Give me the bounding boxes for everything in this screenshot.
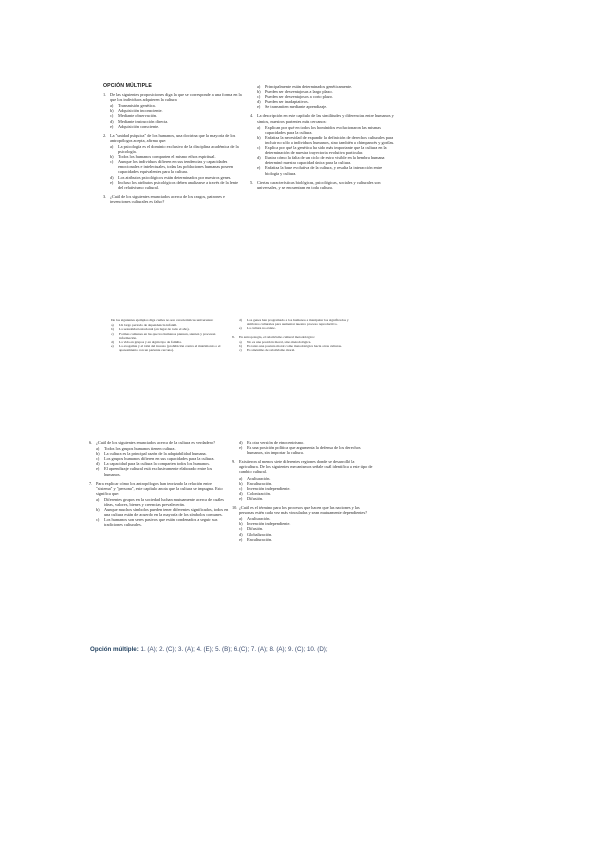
option-letter: c) [96, 456, 100, 462]
question-block [89, 481, 229, 528]
option-text: Aunque muchos símbolos pueden tener diferentes significados, todos en una cultura están de acuerdo en la mayoría de los símbolos comunes. [104, 507, 229, 518]
answer-option [104, 344, 228, 352]
question-number: 4. [250, 113, 254, 119]
option-letter: c) [239, 526, 243, 532]
option-letter: a) [257, 84, 261, 89]
question-block [250, 84, 396, 109]
question-number: 7. [89, 480, 93, 486]
option-letter: b) [257, 134, 261, 140]
answer-option [104, 332, 228, 340]
option-letter: d) [110, 174, 114, 180]
option-letter: b) [239, 480, 243, 486]
question-text: En antropología, el relativismo cultural metodológico: [239, 334, 316, 339]
question-stem [89, 440, 229, 445]
question-number: 3. [103, 193, 107, 199]
option-letter: c) [111, 331, 114, 336]
option-letter: b) [111, 327, 114, 332]
option-text: Se transmiten mediante aprendizaje. [265, 104, 328, 110]
option-text: Invención independiente. [247, 521, 291, 527]
answer-option [232, 318, 356, 326]
option-text: Invención independiente. [247, 485, 291, 491]
answer-option [103, 144, 243, 154]
option-text: Todos los grupos humanos tienen cultura. [104, 446, 176, 452]
option-text: Es otra versión de etnocentrismo. [247, 440, 305, 445]
answer-option [89, 466, 229, 476]
question-text: Existieron al menos siete diferentes regiones donde se desarrolló la agricultura. De los siguientes mecanismos señale cuál identifica a este tipo de cambio cultural. [239, 459, 373, 475]
option-letter: a) [110, 103, 114, 109]
option-letter: c) [257, 145, 261, 151]
answer-key-label: Opción múltiple: [90, 646, 139, 653]
question-block [232, 318, 356, 331]
question-block [250, 113, 396, 175]
option-text: Mediante observación. [118, 113, 158, 119]
option-letter: e) [239, 536, 243, 542]
option-text: Incluso los atributos psicológicos deben analizarse a través de la lente del relativismo cultural. [118, 179, 239, 190]
option-letter: d) [257, 99, 261, 105]
question-stem [232, 505, 374, 515]
question-number: 1. [103, 92, 107, 98]
option-text: Adquisición consciente. [118, 123, 160, 129]
option-text: Enfatiza la base evolutiva de la cultura, y resalta la interacción entre biología y cultura. [265, 165, 383, 176]
answer-option [232, 326, 356, 330]
question-block [232, 459, 374, 501]
question-number: 9. [232, 459, 236, 465]
answer-option [232, 348, 356, 352]
option-letter: c) [110, 113, 114, 119]
option-text: Los grupos humanos difieren en sus capacidades para la cultura. [104, 456, 215, 462]
option-letter: c) [110, 159, 114, 165]
question-block [103, 133, 243, 190]
middle-left-column [104, 318, 228, 353]
question-block [232, 335, 356, 353]
option-letter: a) [111, 323, 114, 328]
option-letter: c) [257, 94, 261, 100]
question-number: 6. [89, 440, 93, 445]
answer-option [103, 159, 243, 174]
answer-key-values: 1. (A); 2. (C); 3. (A); 4. (E); 5. (B); 6.(C); 7. (A); 8. (A); 9. (C); 10. (D); [140, 646, 328, 653]
option-text: Colonización. [247, 490, 271, 496]
option-letter: e) [239, 495, 243, 501]
option-letter: b) [110, 154, 114, 160]
option-letter: b) [239, 521, 243, 527]
option-letter: b) [110, 108, 114, 114]
option-text: Ilustra cómo la falta de un ciclo de estro visible en la hembra humana determinó nuestra capacidad única para la cultura. [265, 155, 385, 166]
option-text: Diferentes grupos en la sociedad luchan mutuamente acerca de cuáles ideas, valores, bienes y creencias prevalecerán. [104, 496, 224, 508]
question-number [104, 318, 111, 322]
option-text: La psicología es el dominio exclusivo de la disciplina académica de la psicología. [118, 143, 239, 155]
option-letter: d) [239, 440, 243, 445]
option-text: Mediante instrucción directa. [118, 118, 169, 124]
answer-option [89, 507, 229, 517]
question-number: 10. [232, 505, 238, 511]
option-letter: a) [239, 516, 243, 522]
question-block [232, 440, 374, 455]
option-letter: b) [239, 344, 242, 349]
option-letter: e) [257, 165, 261, 171]
upper-left-column [103, 84, 243, 205]
answer-option [89, 517, 229, 527]
option-letter: e) [110, 179, 114, 185]
answer-option [250, 125, 396, 135]
option-letter: e) [110, 123, 114, 129]
question-block [103, 194, 243, 204]
option-letter: c) [96, 517, 100, 523]
question-text: La "unidad psíquica" de los humanos, una doctrina que la mayoría de los antropólogos acepta, afirma que: [110, 132, 236, 143]
option-text: Enfatiza la necesidad de expandir la definición de derechos culturales para incluir no sólo a individuos humanos, sino también a chimpancés y gorilas. [265, 134, 395, 145]
option-letter: d) [239, 531, 243, 537]
option-text: Difusión. [247, 526, 264, 532]
option-letter: a) [110, 143, 114, 149]
answer-option [103, 124, 243, 129]
option-text: Es una posición política que argumenta la defensa de los derechos humanos, sin importar la cultura. [247, 445, 361, 456]
question-stem [89, 481, 229, 496]
option-letter: a) [96, 496, 100, 502]
option-letter: e) [96, 466, 100, 472]
question-stem [103, 92, 243, 102]
question-text: Ciertas características biológicas, psicológicas, sociales y culturales son universales, y se encuentran en toda cultura. [257, 179, 381, 190]
option-text: Un largo periodo de dependencia infantil. [119, 323, 178, 328]
option-text: Adquisición inconsciente. [118, 108, 163, 114]
option-text: Aculturación. [247, 475, 271, 481]
option-text: Todos los humanos comparten el mismo ethos espiritual. [118, 154, 216, 160]
question-stem [103, 194, 243, 204]
option-letter: a) [239, 339, 242, 344]
option-text: Los humanos son seres pasivos que están condenados a seguir sus tradiciones culturales. [104, 517, 218, 528]
option-letter: d) [96, 461, 100, 467]
option-text: Globalización. [247, 531, 273, 537]
answer-option [250, 165, 396, 175]
option-letter: a) [96, 446, 100, 452]
option-letter: b) [96, 451, 100, 457]
option-letter: a) [239, 475, 243, 481]
option-letter: d) [110, 118, 114, 124]
option-text: Principalmente están determinados genéticamente. [265, 84, 353, 89]
option-text: La cultura no existe. [247, 326, 276, 331]
question-stem [232, 459, 374, 474]
lower-right-column [232, 440, 374, 542]
option-text: Transmisión genética. [118, 103, 156, 109]
option-text: No es una posición moral, sino metodológica. [247, 339, 312, 344]
option-text: Pueden ser inadaptativos. [265, 99, 309, 105]
option-text: La cultura es la principal razón de la adaptabilidad humana. [104, 451, 207, 457]
option-text: Aunque los individuos difieren en sus tendencias y capacidades emocionales e intelectuales, todas las poblaciones humanas poseen capacidades equivalentes para la cultura. [118, 159, 234, 175]
question-stem [232, 335, 356, 339]
question-number: 2. [103, 132, 107, 138]
question-text: De los siguientes ejemplos diga cuáles no son características universales: [111, 318, 214, 322]
option-text: Difusión. [247, 495, 264, 501]
question-text: ¿Cuál de los siguientes enunciados acerca de la cultura es verdadero? [96, 440, 216, 445]
question-block [104, 318, 228, 353]
question-text: ¿Cuál de los siguientes enunciados acerca de los rasgos, patrones e invenciones culturales es falso? [110, 193, 225, 204]
question-number: 8. [232, 334, 235, 339]
answer-key [90, 646, 328, 653]
option-text: Es sinónimo de relativismo moral. [247, 348, 296, 353]
option-letter: e) [239, 445, 243, 451]
lower-left-column [89, 440, 229, 528]
answer-option [250, 145, 396, 155]
question-stem [104, 318, 228, 322]
answer-option [250, 135, 396, 145]
question-stem [250, 180, 396, 190]
option-text: Explica por qué la genética ha sido más importante que la cultura en la determinación de nuestra trayectoria evolutiva particular. [265, 145, 387, 156]
answer-option [232, 496, 374, 501]
question-block [89, 440, 229, 477]
option-letter: d) [239, 490, 243, 496]
option-text: Formas comunes en las que los humanos piensan, sienten y procesan información. [119, 331, 216, 340]
option-text: Los atributos psicológicos están determinados por nuestros genes. [118, 174, 232, 180]
option-letter: d) [257, 155, 261, 161]
option-text: La exogamia y el tabú del incesto (prohibición contra el matrimonio o el apareamiento con un pariente cercano). [119, 344, 221, 353]
question-number: 5. [250, 179, 254, 185]
option-text: El aprendizaje cultural está exclusivamente elaborado entre los humanos. [104, 466, 213, 477]
question-block [250, 180, 396, 190]
answer-option [232, 445, 374, 455]
option-letter: b) [257, 89, 261, 95]
answer-option [232, 537, 374, 542]
question-block [103, 92, 243, 129]
option-letter: e) [239, 326, 242, 331]
answer-option [250, 155, 396, 165]
answer-option [103, 180, 243, 190]
question-stem [103, 133, 243, 143]
option-text: Es tanto una postura moral como metodológica hacia otras culturas. [247, 344, 342, 349]
question-text: De las siguientes proposiciones diga la que se corresponde a una forma en la que los individuos adquieren la cultura [110, 92, 242, 103]
upper-right-column [250, 84, 396, 191]
option-letter: a) [257, 124, 261, 130]
question-stem [250, 113, 396, 123]
option-letter: b) [96, 507, 100, 513]
option-text: La capacidad para la cultura la comparten todos los humanos. [104, 461, 210, 467]
question-text: Para explicar cómo los antropólogos han teorizado la relación entre "sistema" y "persona", este capítulo anota que la cultura se impugna. Esto significa que: [96, 480, 223, 496]
answer-option [250, 104, 396, 109]
option-letter: c) [239, 485, 243, 491]
answer-option [89, 497, 229, 507]
option-text: Enculturación. [247, 536, 273, 542]
option-letter: d) [239, 318, 242, 322]
question-text: ¿Cuál es el término para los procesos que hacen que las naciones y las personas estén cada vez más vinculadas y sean mutuamente dependientes? [239, 505, 368, 516]
option-text: La vida en grupos y en algún tipo de familia. [119, 340, 182, 345]
option-text: Pueden ser desventajosas a largo plazo. [265, 89, 333, 95]
option-letter: e) [111, 344, 114, 349]
question-block [232, 505, 374, 542]
option-text: Explican por qué en todos los homínidos evolucionaron las mismas capacidades para la cultura. [265, 124, 381, 135]
option-text: Pueden ser desventajosos a corto plazo. [265, 94, 334, 100]
section-title: OPCIÓN MÚLTIPLE [103, 83, 152, 89]
middle-right-column [232, 318, 356, 352]
option-text: Aculturación. [247, 516, 271, 522]
option-text: Los genes han programado a los humanos a manipular los significados y símbolos culturales para aumentar nuestro proceso reproductivo. [247, 318, 349, 327]
option-text: Enculturación. [247, 480, 273, 486]
question-text: La descripción en este capítulo de las similitudes y diferencias entre humanos y simios, nuestros parientes más cercanos: [257, 113, 394, 124]
option-text: La sexualidad estacional (en lugar de todo el año). [119, 327, 190, 332]
option-letter: e) [257, 104, 261, 110]
option-letter: c) [239, 348, 242, 353]
option-letter: d) [111, 340, 114, 345]
